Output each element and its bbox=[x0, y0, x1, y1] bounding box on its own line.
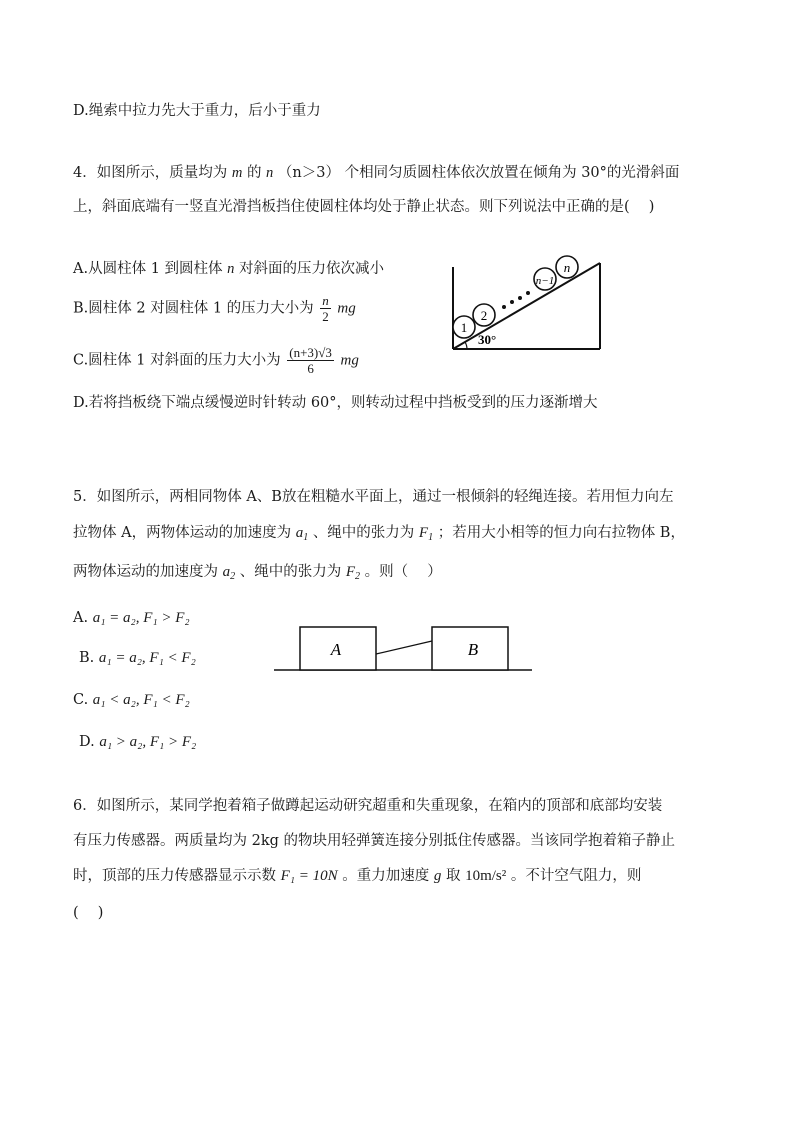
q4-option-b-mg: mg bbox=[337, 300, 356, 317]
q4-condition: （n＞3） bbox=[277, 165, 340, 181]
q6-stem-text: 。不计空气阻力，则 bbox=[510, 868, 642, 884]
cylinder-n bbox=[556, 256, 578, 278]
cylinder-2 bbox=[473, 304, 495, 326]
q5-option-b-formula: a₁ = a₂, F₁ < F₂ bbox=[98, 650, 196, 666]
q5-stem-text: ；若用大小相等的恒力向右拉物体 B， bbox=[437, 525, 685, 541]
q4-stem-text: 4．如图所示，质量均为 bbox=[73, 165, 228, 181]
q5-f2-symbol: $F_2$ bbox=[345, 564, 360, 582]
q4-option-a-text: 对斜面的压力依次减小 bbox=[239, 261, 384, 277]
cylinder-1-label: 1 bbox=[460, 320, 468, 335]
q4-mass-symbol: m bbox=[231, 165, 243, 181]
q4-option-a-n: n bbox=[227, 261, 235, 277]
angle-arc bbox=[465, 342, 467, 349]
q5-stem-text: 两物体运动的加速度为 bbox=[73, 564, 218, 580]
fraction-numerator: n bbox=[322, 293, 329, 308]
q4-stem-line2: 上，斜面底端有一竖直光滑挡板挡住使圆柱体均处于静止状态。则下列说法中正确的是( ) bbox=[73, 199, 655, 215]
q5-a2-symbol: $a_2$ bbox=[222, 564, 236, 582]
q5-option-c-formula: a₁ < a₂, F₁ < F₂ bbox=[92, 692, 190, 708]
q5-option-d bbox=[79, 732, 196, 752]
q6-stem-line2: 有压力传感器。两质量均为 2kg 的物块用轻弹簧连接分别抵住传感器。当该同学抱着箱子静止 bbox=[73, 833, 676, 849]
option-label: D. bbox=[79, 734, 95, 750]
block-b-label: B bbox=[467, 640, 479, 659]
rope-line bbox=[376, 641, 432, 654]
cylinder-2-label: 2 bbox=[480, 308, 488, 323]
q4-option-c-text: C.圆柱体 1 对斜面的压力大小为 bbox=[73, 352, 281, 369]
fraction-denominator: 6 bbox=[307, 361, 314, 376]
q5-stem-line2 bbox=[73, 523, 685, 548]
q6-stem-text: 时，顶部的压力传感器显示示数 bbox=[73, 868, 276, 884]
block-a-label: A bbox=[330, 640, 342, 659]
q5-option-d-formula: a₁ > a₂, F₁ > F₂ bbox=[99, 734, 197, 750]
q4-incline-figure bbox=[444, 255, 614, 355]
q6-stem-line3 bbox=[73, 866, 641, 886]
q4-option-b bbox=[73, 293, 356, 324]
q4-option-d: D.若将挡板绕下端点缓慢逆时针转动 60°，则转动过程中挡板受到的压力逐渐增大 bbox=[73, 395, 598, 411]
fraction-denominator: 2 bbox=[322, 309, 329, 324]
q6-stem-text: 取 bbox=[445, 868, 461, 884]
q4-option-c-fraction bbox=[287, 345, 334, 376]
q6-g-symbol: g bbox=[433, 868, 442, 884]
q5-stem-text: 。则（ ） bbox=[364, 564, 442, 580]
q4-n-symbol: n bbox=[266, 165, 274, 181]
q4-option-c-mg: mg bbox=[340, 352, 359, 369]
q4-option-b-fraction bbox=[320, 293, 331, 324]
q5-option-a bbox=[73, 608, 190, 628]
q5-blocks-figure bbox=[274, 624, 536, 674]
q4-option-c bbox=[73, 345, 359, 376]
cylinder-n-label: n bbox=[563, 260, 571, 275]
option-label: A. bbox=[73, 610, 89, 626]
q4-stem-text: 个相同匀质圆柱体依次放置在倾角为 30°的光滑斜面 bbox=[344, 165, 680, 181]
q5-option-c bbox=[73, 690, 190, 710]
q4-option-a-text: A.从圆柱体 1 到圆柱体 bbox=[73, 261, 223, 277]
angle-label: 30° bbox=[478, 332, 497, 347]
q5-option-b bbox=[79, 648, 196, 668]
incline-surface bbox=[453, 263, 600, 349]
q5-stem-text: 、绳中的张力为 bbox=[239, 564, 342, 580]
fraction-numerator: (n+3)√3 bbox=[289, 345, 332, 360]
q5-stem-line1: 5．如图所示，两相同物体 A、B放在粗糙水平面上，通过一根倾斜的轻绳连接。若用恒力向左 bbox=[73, 489, 674, 505]
q6-f1-value: F₁ = 10N bbox=[280, 868, 338, 884]
q5-stem-text: 、绳中的张力为 bbox=[312, 525, 415, 541]
option-label: C. bbox=[73, 692, 89, 708]
q4-option-b-text: B.圆柱体 2 对圆柱体 1 的压力大小为 bbox=[73, 300, 314, 317]
q5-stem-text: 拉物体 A，两物体运动的加速度为 bbox=[73, 525, 292, 541]
q5-f1-symbol: $F_1$ bbox=[418, 525, 434, 543]
q5-option-a-formula: a₁ = a₂, F₁ > F₂ bbox=[92, 610, 190, 626]
q4-option-a bbox=[73, 259, 384, 279]
q3-option-d: D.绳索中拉力先大于重力，后小于重力 bbox=[73, 103, 321, 119]
q5-stem-line3 bbox=[73, 562, 442, 587]
option-label: B. bbox=[79, 650, 95, 666]
cylinder-n-minus-1 bbox=[534, 268, 556, 290]
q4-stem-line1 bbox=[73, 163, 679, 183]
q6-g-value: 10m/s² bbox=[465, 868, 507, 884]
q6-stem-text: 。重力加速度 bbox=[342, 868, 430, 884]
q4-stem-text: 的 bbox=[246, 165, 262, 181]
q5-a1-symbol: $a_1$ bbox=[295, 525, 309, 543]
q6-answer-bracket: ( ) bbox=[73, 905, 104, 921]
cylinder-n-minus-1-label: n−1 bbox=[535, 275, 555, 287]
q6-stem-line1: 6．如图所示，某同学抱着箱子做蹲起运动研究超重和失重现象，在箱内的顶部和底部均安装 bbox=[73, 798, 663, 814]
cylinder-1 bbox=[453, 316, 475, 338]
